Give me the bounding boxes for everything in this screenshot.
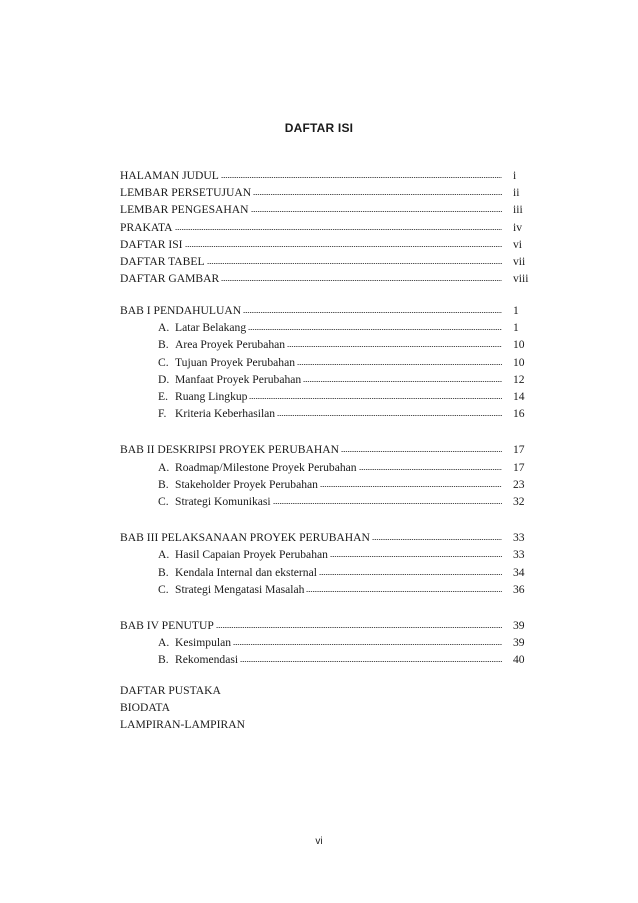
toc-entry — [120, 699, 540, 717]
toc-entry-label: BIODATA — [120, 701, 170, 715]
toc-subentry — [158, 564, 540, 582]
toc-entry-mark: C. — [158, 582, 169, 596]
toc-entry-label: DAFTAR PUSTAKA — [120, 684, 221, 697]
toc-entry-label: Manfaat Proyek Perubahan — [175, 372, 302, 386]
toc-entry-page: 17 — [513, 460, 525, 474]
toc-entry-mark: B. — [158, 477, 169, 491]
toc-entry-page: 23 — [513, 477, 525, 491]
dot-leader — [320, 485, 502, 488]
toc-entry-page: 16 — [513, 407, 525, 421]
dot-leader — [297, 363, 502, 366]
toc-entry-page: 34 — [513, 565, 525, 579]
page-number-footer: vi — [315, 836, 323, 847]
dot-leader — [185, 245, 502, 248]
dot-leader — [233, 643, 502, 646]
dot-leader — [248, 328, 502, 331]
toc-entry-page: 10 — [513, 338, 525, 352]
toc-entry — [120, 201, 540, 219]
toc-entry-page: 10 — [513, 355, 525, 369]
toc-subentry — [158, 476, 540, 494]
toc-subentry — [158, 459, 540, 477]
dot-leader — [359, 468, 502, 471]
toc-entry-page: vii — [513, 255, 526, 268]
dot-leader — [330, 555, 502, 558]
toc-entry-label: Area Proyek Perubahan — [175, 338, 286, 352]
dot-leader — [341, 450, 502, 453]
dot-leader — [372, 538, 502, 541]
dot-leader — [253, 193, 502, 196]
dot-leader — [319, 573, 502, 576]
toc-entry-label: DAFTAR ISI — [120, 237, 183, 251]
toc-entry-label: Stakeholder Proyek Perubahan — [175, 477, 318, 491]
toc-entry-mark: B. — [158, 653, 169, 667]
toc-entry — [120, 167, 540, 185]
dot-leader — [273, 502, 502, 505]
toc-entry — [120, 219, 540, 237]
toc-entry-page: 39 — [513, 619, 525, 632]
toc-entry-page: 33 — [513, 548, 525, 562]
dot-leader — [277, 414, 502, 417]
toc-entry-label: Rekomendasi — [175, 653, 239, 667]
dot-leader — [249, 397, 502, 400]
toc-entry-page: iii — [513, 203, 523, 217]
toc-subentry — [158, 546, 540, 564]
toc-entry-label: DAFTAR GAMBAR — [120, 272, 220, 286]
toc-entry — [120, 617, 540, 635]
toc-entry-mark: B. — [158, 565, 169, 579]
toc-entry-mark: C. — [158, 355, 169, 369]
toc-subentry — [158, 634, 540, 652]
toc-subentry — [158, 336, 540, 354]
toc-entry-mark: A. — [158, 321, 170, 335]
toc-entry-label: BAB I PENDAHULUAN — [120, 304, 242, 317]
toc-entry-page: ii — [513, 186, 520, 200]
toc-entry-page: 1 — [513, 304, 519, 317]
toc-entry-label: DAFTAR TABEL — [120, 255, 205, 268]
toc-entry — [120, 441, 540, 459]
toc-entry-label: Latar Belakang — [175, 321, 247, 335]
toc-subentry — [158, 581, 540, 599]
toc-entry-label: LEMBAR PERSETUJUAN — [120, 186, 252, 200]
toc-entry-label: Kriteria Keberhasilan — [175, 407, 276, 421]
toc-subentry — [158, 493, 540, 511]
toc-entry-mark: A. — [158, 548, 170, 562]
toc-entry-mark: E. — [158, 390, 168, 403]
toc-entry — [120, 253, 540, 271]
toc-entry — [120, 682, 540, 700]
toc-entry-label: Tujuan Proyek Perubahan — [175, 355, 296, 369]
toc-entry-page: 36 — [513, 582, 525, 596]
toc-entry-label: Hasil Capaian Proyek Perubahan — [175, 548, 328, 562]
toc-subentry — [158, 405, 540, 423]
dot-leader — [207, 262, 502, 265]
toc-entry-label: Strategi Mengatasi Masalah — [175, 582, 305, 596]
toc-entry-mark: A. — [158, 460, 170, 474]
toc-entry-page: vi — [513, 237, 523, 251]
toc-entry-mark: A. — [158, 636, 170, 650]
toc-entry-label: Kendala Internal dan eksternal — [175, 565, 317, 579]
toc-entry-page: viii — [513, 272, 529, 286]
page-title: DAFTAR ISI — [284, 121, 354, 135]
dot-leader — [251, 210, 502, 213]
dot-leader — [287, 345, 502, 348]
dot-leader — [221, 176, 502, 179]
toc-subentry — [158, 371, 540, 389]
toc-entry-label: BAB IV PENUTUP — [120, 619, 214, 632]
toc-entry — [120, 184, 540, 202]
toc-subentry — [158, 319, 540, 337]
toc-entry-label: LAMPIRAN-LAMPIRAN — [120, 718, 245, 732]
toc-entry-page: 33 — [513, 531, 525, 545]
toc-entry — [120, 302, 540, 320]
toc-entry-page: 1 — [513, 321, 519, 335]
toc-subentry — [158, 354, 540, 372]
toc-entry-mark: D. — [158, 372, 170, 386]
toc-entry-mark: C. — [158, 495, 169, 508]
toc-entry-label: HALAMAN JUDUL — [120, 169, 219, 182]
dot-leader — [221, 279, 502, 282]
toc-entry-label: BAB III PELAKSANAAN PROYEK PERUBAHAN — [120, 531, 370, 545]
toc-entry — [120, 270, 540, 288]
toc-subentry — [158, 651, 540, 669]
dot-leader — [303, 380, 502, 383]
toc-subentry — [158, 388, 540, 406]
toc-entry-mark: B. — [158, 338, 169, 352]
dot-leader — [243, 311, 502, 314]
dot-leader — [175, 228, 502, 231]
toc-entry — [120, 529, 540, 547]
toc-entry-page: 40 — [513, 653, 525, 667]
toc-entry-page: 32 — [513, 495, 525, 508]
toc-entry-label: BAB II DESKRIPSI PROYEK PERUBAHAN — [120, 443, 340, 457]
dot-leader — [216, 626, 502, 629]
toc-entry-label: PRAKATA — [120, 220, 173, 234]
toc-entry-page: iv — [513, 220, 523, 234]
toc-entry-label: LEMBAR PENGESAHAN — [120, 203, 249, 217]
toc-entry-label: Ruang Lingkup — [175, 390, 248, 403]
toc-entry-label: Roadmap/Milestone Proyek Perubahan — [175, 460, 357, 474]
toc-entry-label: Kesimpulan — [175, 636, 232, 650]
toc-entry-page: 12 — [513, 372, 525, 386]
dot-leader — [306, 590, 502, 593]
toc-entry — [120, 236, 540, 254]
toc-entry-label: Strategi Komunikasi — [175, 495, 271, 508]
toc-entry-page: 17 — [513, 443, 525, 457]
toc-entry-page: i — [513, 169, 517, 182]
toc-entry-mark: F. — [158, 407, 167, 421]
toc-entry-page: 14 — [513, 390, 525, 403]
toc-entry — [120, 716, 540, 734]
toc-entry-page: 39 — [513, 636, 525, 650]
dot-leader — [240, 660, 502, 663]
